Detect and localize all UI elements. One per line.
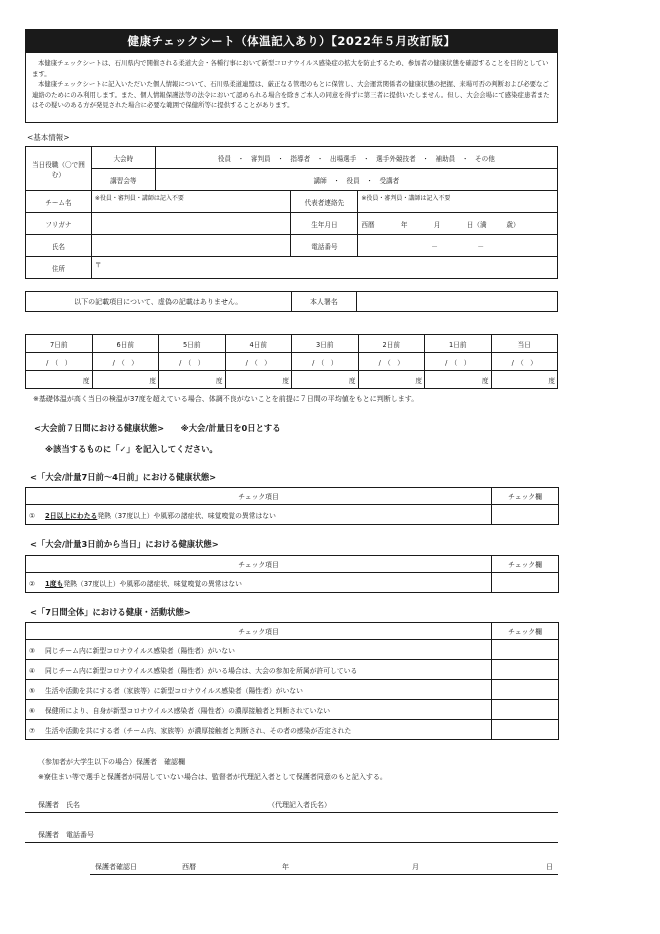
table-row [26, 720, 559, 740]
date-era: 西暦 [182, 863, 196, 871]
guardian-phone-field[interactable] [25, 842, 558, 843]
address-label: 住所 [26, 257, 92, 279]
check-item-header: チェック項目 [26, 623, 492, 640]
check-box[interactable] [492, 573, 559, 593]
koshu-label: 講習会等 [91, 169, 155, 191]
guardian-date-field[interactable] [90, 874, 558, 875]
day-header: 1日前 [425, 335, 492, 353]
temperature-field[interactable]: 度 [26, 371, 93, 389]
day-header: 当日 [491, 335, 558, 353]
table-row [26, 700, 559, 720]
guardian-date-label: 保護者確認日 [95, 863, 137, 871]
check-item-header: チェック項目 [26, 556, 492, 573]
temperature-field[interactable]: 度 [425, 371, 492, 389]
item-text: 同じチーム内に新型コロナウイルス感染者（陽性者）がいる場合は、大会の参加を所属が許可している [45, 666, 358, 675]
temperature-field[interactable]: 度 [92, 371, 159, 389]
koshu-role-options[interactable]: 講師 ・ 役員 ・ 受講者 [155, 169, 557, 191]
temperature-field[interactable]: 度 [159, 371, 226, 389]
temperature-date-row [26, 353, 558, 371]
date-day: 日 [546, 863, 553, 871]
table-row [26, 640, 559, 660]
furigana-label: フリガナ [26, 213, 92, 235]
table-row [26, 680, 559, 700]
item-text: 生活や活動を共にする者（家族等）に新型コロナウイルス感染者（陽性者）がいない [45, 686, 303, 695]
check-item [26, 660, 492, 680]
check-table-2 [25, 555, 559, 593]
team-field[interactable] [91, 191, 291, 213]
date-month: 月 [412, 863, 419, 871]
declaration-statement: 以下の記載項目について、虚偽の記載はありません。 [26, 292, 292, 312]
section-heading-2: <「大会/計量3日前から当日」における健康状態> [30, 539, 219, 549]
furigana-field[interactable] [91, 213, 291, 235]
check-item [26, 700, 492, 720]
page-title: 健康チェックシート（体温記入あり）【2022年５月改訂版】 [25, 29, 558, 53]
signature-field[interactable] [357, 292, 558, 312]
team-label: チーム名 [26, 191, 92, 213]
intro-paragraph-2: 本健康チェックシートに記入いただいた個人情報について、石川県柔道連盟は、厳正なる管理のもとに保管し、大会運営関係者の健康状態の把握、来場可否の判断および必要なご連絡のためにのみ利用します。また、個人情報保護法等の法令において認められる場合を除きご本人の同意を得ずに第三者に提供いたしません。但し、大会会場にて感染症患者またはその疑いのある方が発見された場合に必要な範囲で保健所等に提供することがあります。 [32, 80, 550, 109]
table-row [26, 573, 559, 593]
day-header: 7日前 [26, 335, 93, 353]
day-header: 5日前 [159, 335, 226, 353]
proxy-name-label: （代理記入者氏名） [268, 801, 331, 809]
signature-label: 本人署名 [291, 292, 357, 312]
day-header: 3日前 [292, 335, 359, 353]
guardian-phone-label: 保護者 電話番号 [38, 831, 94, 839]
condition-instruction: ※該当するものに「✓」を記入してください。 [45, 444, 218, 454]
item-number: ③ [29, 646, 36, 655]
rep-contact-label: 代表者連絡先 [291, 191, 358, 213]
basic-info-label: <基本情報> [27, 133, 70, 142]
temperature-field[interactable]: 度 [491, 371, 558, 389]
date-field[interactable]: / （ ） [425, 353, 492, 371]
check-box[interactable] [492, 660, 559, 680]
basic-info-table [25, 146, 558, 279]
check-item [26, 505, 492, 525]
check-column-header: チェック欄 [492, 556, 559, 573]
temperature-note: ※基礎体温が高く当日の検温が37度を超えている場合、体調不良がないことを前提に７日間の平均値をもとに判断します。 [33, 395, 419, 403]
condition-heading: <大会前７日間における健康状態> ※大会/計量日を0日とする [34, 423, 281, 433]
check-column-header: チェック欄 [492, 623, 559, 640]
role-label: 当日役職（〇で囲む） [26, 147, 92, 191]
name-field[interactable] [91, 235, 291, 257]
day-header: 4日前 [225, 335, 292, 353]
guardian-name-label: 保護者 氏名 [38, 801, 80, 809]
day-header: 6日前 [92, 335, 159, 353]
check-column-header: チェック欄 [492, 488, 559, 505]
check-box[interactable] [492, 505, 559, 525]
date-field[interactable]: / （ ） [292, 353, 359, 371]
name-label: 氏名 [26, 235, 92, 257]
date-field[interactable]: / （ ） [26, 353, 93, 371]
dob-label: 生年月日 [291, 213, 358, 235]
check-item [26, 640, 492, 660]
check-item [26, 720, 492, 740]
check-table-3 [25, 622, 559, 740]
declaration-table [25, 291, 558, 312]
date-field[interactable]: / （ ） [491, 353, 558, 371]
guardian-note: ※寮住まい等で選手と保護者が同居していない場合は、監督者が代理記入者として保護者同意のもと記入する。 [38, 773, 387, 781]
date-field[interactable]: / （ ） [358, 353, 425, 371]
check-box[interactable] [492, 640, 559, 660]
temperature-field[interactable]: 度 [225, 371, 292, 389]
item-number: ② [29, 579, 36, 588]
item-number: ④ [29, 666, 36, 675]
check-item [26, 573, 492, 593]
date-field[interactable]: / （ ） [92, 353, 159, 371]
intro-paragraph-1: 本健康チェックシートは、石川県内で開催される柔道大会・各種行事において新型コロナウイルス感染症の拡大を防止するため、参加者の健康状態を確認することを目的としています。 [32, 59, 549, 78]
guardian-name-field[interactable] [25, 812, 558, 813]
team-note: ※役員・審判員・講師は記入不要 [94, 195, 184, 202]
item-emphasis: 1度も [45, 579, 64, 588]
temperature-field[interactable]: 度 [292, 371, 359, 389]
table-row [26, 660, 559, 680]
check-box[interactable] [492, 720, 559, 740]
rep-contact-field[interactable] [358, 191, 558, 213]
item-number: ⑥ [29, 706, 36, 715]
check-box[interactable] [492, 700, 559, 720]
item-text: 保健所により、自身が新型コロナウイルス感染者（陽性者）の濃厚接触者と判断されていない [45, 706, 331, 715]
phone-field[interactable]: － － [358, 235, 558, 257]
item-emphasis: 2日以上にわたる [45, 511, 98, 520]
item-text: 同じチーム内に新型コロナウイルス感染者（陽性者）がいない [45, 646, 235, 655]
date-field[interactable]: / （ ） [225, 353, 292, 371]
item-number: ① [29, 511, 36, 520]
temperature-field[interactable]: 度 [358, 371, 425, 389]
item-number: ⑦ [29, 726, 36, 735]
taikai-label: 大会時 [91, 147, 155, 169]
item-text: 発熱（37度以上）や風邪の諸症状、味覚嗅覚の異常はない [63, 579, 242, 588]
check-item-header: チェック項目 [26, 488, 492, 505]
section-heading-3: <「7日間全体」における健康・活動状態> [30, 607, 191, 617]
temperature-day-row [26, 335, 558, 353]
dob-field[interactable]: 西暦 年 月 日（満 歳） [358, 213, 558, 235]
item-number: ⑤ [29, 686, 36, 695]
temperature-value-row [26, 371, 558, 389]
temperature-table [25, 334, 558, 389]
intro-box [25, 53, 558, 123]
table-row [26, 505, 559, 525]
date-field[interactable]: / （ ） [159, 353, 226, 371]
taikai-role-options[interactable]: 役員 ・ 審判員 ・ 指導者 ・ 出場選手 ・ 選手外競技者 ・ 補助員 ・ その他 [155, 147, 557, 169]
address-field[interactable]: 〒 [91, 257, 557, 279]
check-table-1 [25, 487, 559, 525]
item-text: 発熱（37度以上）や風邪の諸症状、味覚嗅覚の異常はない [97, 511, 276, 520]
day-header: 2日前 [358, 335, 425, 353]
guardian-heading: （参加者が大学生以下の場合）保護者 確認欄 [38, 758, 185, 766]
section-heading-1: <「大会/計量7日前～4日前」における健康状態> [30, 472, 217, 482]
check-item [26, 680, 492, 700]
item-text: 生活や活動を共にする者（チーム内、家族等）が濃厚接触者と判断され、その者の感染が否定された [45, 726, 352, 735]
rep-note: ※役員・審判員・講師は記入不要 [361, 195, 451, 202]
phone-label: 電話番号 [291, 235, 358, 257]
check-box[interactable] [492, 680, 559, 700]
date-year: 年 [282, 863, 289, 871]
